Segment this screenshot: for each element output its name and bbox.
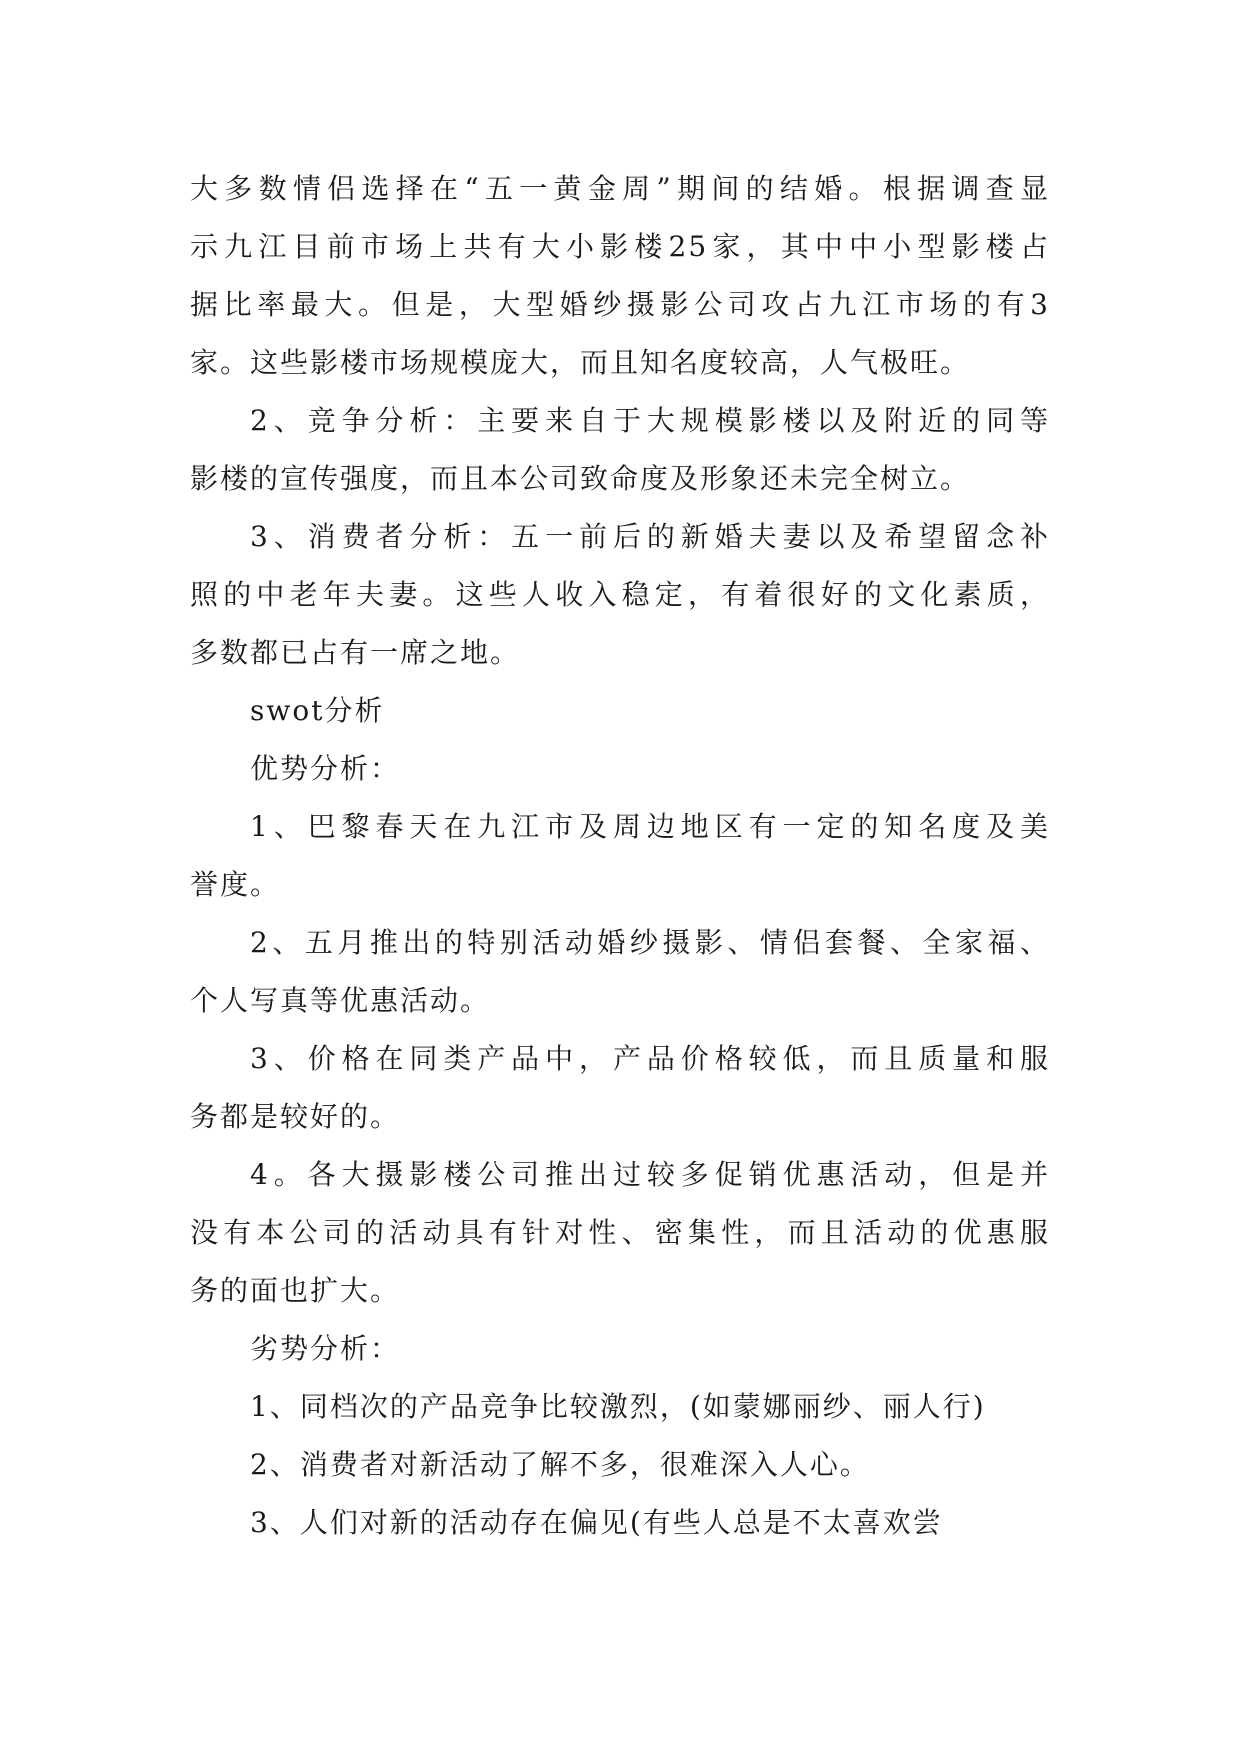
text-line: 3、消费者分析：五一前后的新婚夫妻以及希望留念补	[250, 520, 1050, 553]
text-line: 示九江目前市场上共有大小影楼25家，其中中小型影楼占	[190, 230, 1050, 263]
document-body	[190, 160, 1050, 1552]
text-line: 照的中老年夫妻。这些人收入稳定，有着很好的文化素质，	[190, 578, 1050, 611]
section-heading: swot分析	[250, 694, 385, 727]
text-line: 2、消费者对新活动了解不多，很难深入人心。	[250, 1448, 870, 1481]
text-line: 家。这些影楼市场规模庞大，而且知名度较高，人气极旺。	[190, 346, 971, 379]
text-line: 多数都已占有一席之地。	[190, 636, 521, 669]
section-heading: 劣势分析：	[250, 1332, 401, 1365]
text-line: 大多数情侣选择在“五一黄金周”期间的结婚。根据调查显	[190, 172, 1050, 205]
text-line: 没有本公司的活动具有针对性、密集性，而且活动的优惠服	[190, 1216, 1050, 1249]
text-line: 务都是较好的。	[190, 1100, 401, 1133]
text-line: 3、人们对新的活动存在偏见(有些人总是不太喜欢尝	[250, 1506, 943, 1539]
text-line: 2、竞争分析：主要来自于大规模影楼以及附近的同等	[250, 404, 1050, 437]
text-line: 誉度。	[190, 868, 281, 901]
text-line: 1、巴黎春天在九江市及周边地区有一定的知名度及美	[250, 810, 1050, 843]
text-line: 3、价格在同类产品中，产品价格较低，而且质量和服	[250, 1042, 1050, 1075]
text-line: 个人写真等优惠活动。	[190, 984, 491, 1017]
text-line: 务的面也扩大。	[190, 1274, 401, 1307]
text-line: 4。各大摄影楼公司推出过较多促销优惠活动，但是并	[250, 1158, 1050, 1191]
text-line: 据比率最大。但是，大型婚纱摄影公司攻占九江市场的有3	[190, 288, 1050, 321]
text-line: 影楼的宣传强度，而且本公司致命度及形象还未完全树立。	[190, 462, 971, 495]
text-line: 1、同档次的产品竞争比较激烈，(如蒙娜丽纱、丽人行)	[250, 1390, 986, 1423]
text-line: 2、五月推出的特别活动婚纱摄影、情侣套餐、全家福、	[250, 926, 1050, 959]
section-heading: 优势分析：	[250, 752, 401, 785]
